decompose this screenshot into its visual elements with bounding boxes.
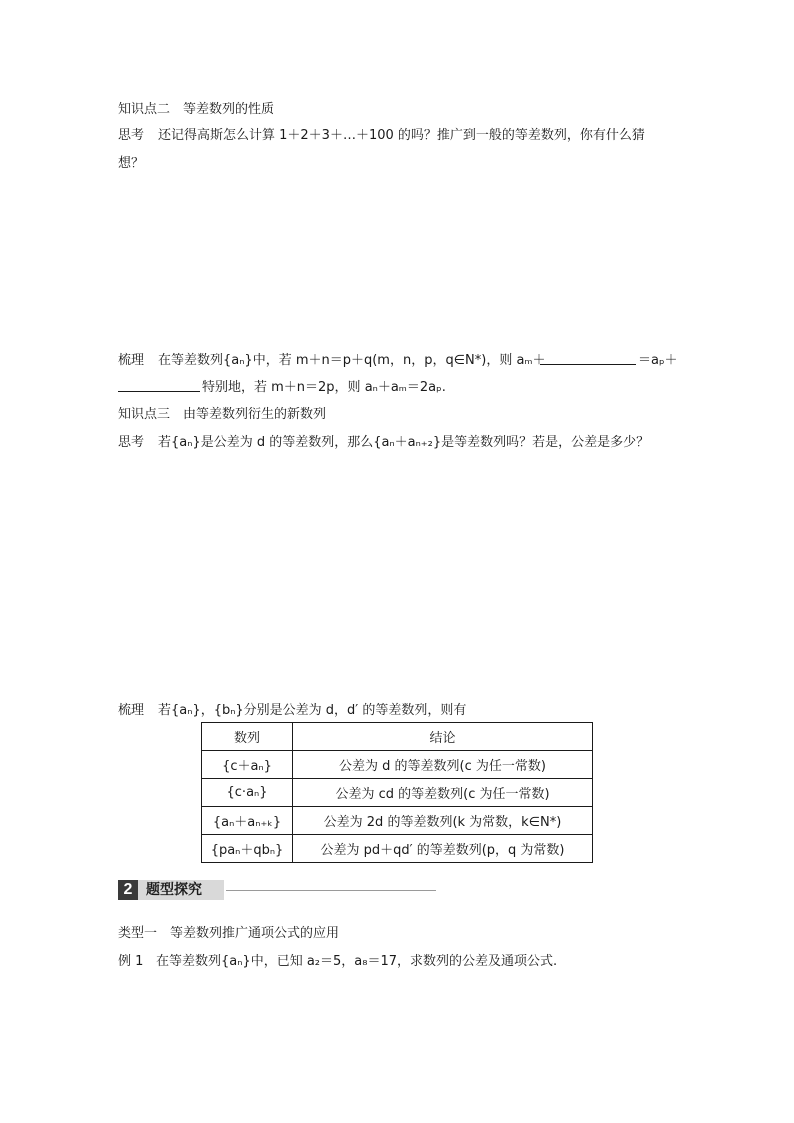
kp2-think-label: 思考 bbox=[118, 128, 145, 143]
table-cell-conclusion: 公差为 d 的等差数列(c 为任一常数) bbox=[293, 751, 593, 779]
kp2-think-line1: 还记得高斯怎么计算 1＋2＋3＋…＋100 的吗？推广到一般的等差数列，你有什么猜 bbox=[158, 128, 645, 143]
sort1-line1-pre: 在等差数列{aₙ}中，若 m＋n＝p＋q(m，n，p，q∈N*)，则 aₘ＋ bbox=[158, 353, 546, 368]
table-row bbox=[202, 807, 593, 835]
conclusion-table bbox=[201, 722, 593, 863]
table-header-conclusion: 结论 bbox=[293, 723, 593, 751]
fill-blank-1[interactable] bbox=[540, 350, 636, 365]
sort2-text: 若{aₙ}，{bₙ}分别是公差为 d，d′ 的等差数列，则有 bbox=[158, 703, 467, 718]
table-cell-sequence: {aₙ＋aₙ₊ₖ} bbox=[202, 807, 293, 835]
example1-text: 在等差数列{aₙ}中，已知 a₂＝5，a₈＝17，求数列的公差及通项公式. bbox=[156, 954, 558, 969]
table-header-sequence: 数列 bbox=[202, 723, 293, 751]
table-row bbox=[202, 779, 593, 807]
table-cell-conclusion: 公差为 pd＋qd′ 的等差数列(p，q 为常数) bbox=[293, 835, 593, 863]
kp2-think-line2: 想？ bbox=[118, 156, 145, 171]
table-cell-sequence: {paₙ＋qbₙ} bbox=[202, 835, 293, 863]
sort2-label: 梳理 bbox=[118, 703, 145, 718]
sort1-line1-post: ＝aₚ＋ bbox=[638, 353, 678, 368]
sort1-line2-post: 特别地，若 m＋n＝2p，则 aₙ＋aₘ＝2aₚ. bbox=[202, 380, 446, 395]
table-cell-conclusion: 公差为 cd 的等差数列(c 为任一常数) bbox=[293, 779, 593, 807]
example1-label: 例 1 bbox=[118, 954, 144, 969]
fill-blank-2[interactable] bbox=[118, 377, 200, 392]
kp3-think-text: 若{aₙ}是公差为 d 的等差数列，那么{aₙ＋aₙ₊₂}是等差数列吗？若是，公差是多少？ bbox=[158, 435, 650, 450]
table-row bbox=[202, 835, 593, 863]
table-cell-sequence: {c·aₙ} bbox=[202, 779, 293, 807]
kp3-heading: 知识点三 由等差数列衍生的新数列 bbox=[118, 407, 327, 422]
table-cell-conclusion: 公差为 2d 的等差数列(k 为常数，k∈N*) bbox=[293, 807, 593, 835]
table-header-row bbox=[202, 723, 593, 751]
section-divider bbox=[226, 890, 436, 891]
type1-heading: 类型一 等差数列推广通项公式的应用 bbox=[118, 926, 340, 941]
sort1-label: 梳理 bbox=[118, 353, 145, 368]
table-row bbox=[202, 751, 593, 779]
section-title: 题型探究 bbox=[138, 880, 224, 900]
kp2-heading: 知识点二 等差数列的性质 bbox=[118, 102, 275, 117]
kp3-think-label: 思考 bbox=[118, 435, 145, 450]
table-cell-sequence: {c＋aₙ} bbox=[202, 751, 293, 779]
section-number-badge: 2 bbox=[118, 880, 138, 900]
